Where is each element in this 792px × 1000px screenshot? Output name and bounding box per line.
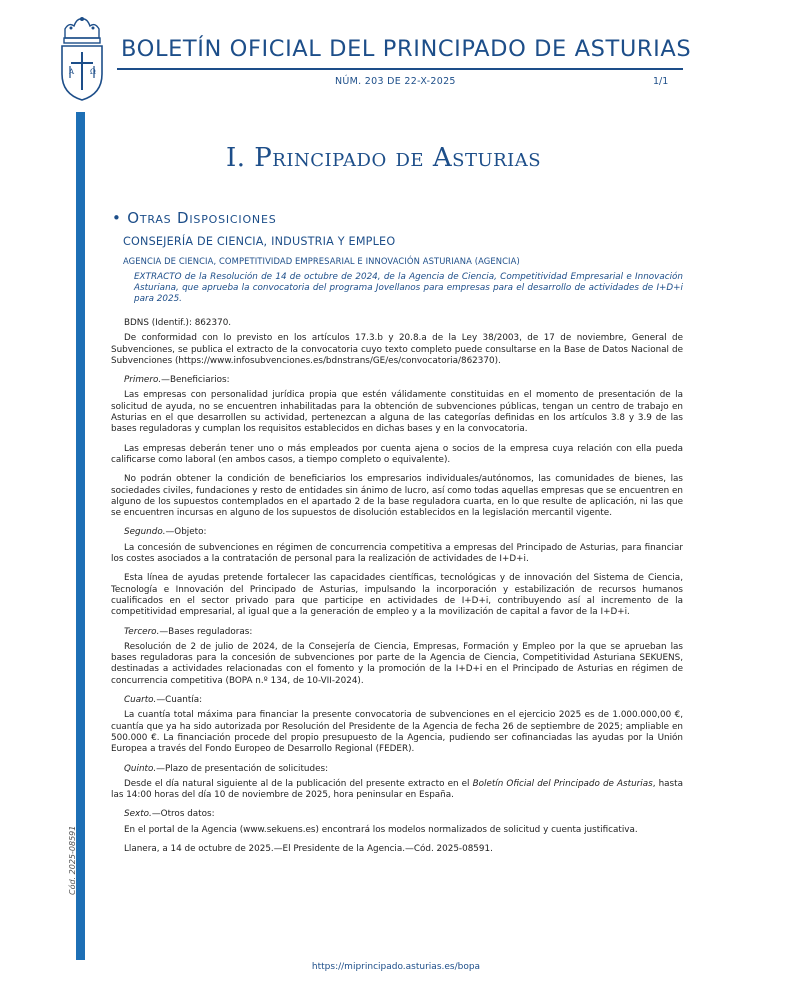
svg-text:Ω: Ω — [90, 68, 96, 76]
paragraph: No podrán obtener la condición de beneficiarios los empresarios individuales/autónomos, las comunidades de bienes, las sociedades civiles, fundaciones y resto de entidades sin ánimo de lucro, así como todas aquellas empresas que se encuentren en alguno de los supuestos contemplados en el apartado 2 de la base reguladora cuarta, en lo que resulte de aplicación, ni las que se encuentren incursas en alguno de los supuestos de disolución establecidos en la legislación mercantil vigente. — [111, 474, 683, 519]
side-bar — [76, 112, 85, 960]
paragraph: Resolución de 2 de julio de 2024, de la Consejería de Ciencia, Empresas, Formación y Empleo por la que se aprueban las bases reguladoras para la concesión de subvenciones por parte de la Agencia de Ciencia, Competitividad Asturiana SEKUENS, destinadas a actividades relacionadas con el fomento y la promoción de la I+D+i en el Principado de Asturias en régimen de concurrencia competitiva (BOPA n.º 134, de 10-VII-2024). — [111, 641, 683, 686]
signature-line: Llanera, a 14 de octubre de 2025.—El Presidente de la Agencia.—Cód. 2025-08591. — [124, 843, 493, 854]
issue-number: NÚM. 203 DE 22-X-2025 — [335, 76, 456, 87]
section-heading-plazo: Quinto.—Plazo de presentación de solicitudes: — [124, 763, 329, 774]
paragraph: Desde el día natural siguiente al de la publicación del presente extracto en el Boletín Oficial del Principado de Asturias, hasta las 14:00 horas del día 10 de noviembre de 2025, hora peninsular en España. — [111, 778, 683, 801]
paragraph: Esta línea de ayudas pretende fortalecer las capacidades científicas, tecnológicas y de innovación del Sistema de Ciencia, Tecnología e Innovación del Principado de Asturias, impulsando la incorporación y estabilización de recursos humanos cualificados en el sector privado para que participe en actividades de I+D+i, contribuyendo así al incremento de la competitividad empresarial, al igual que a la generación de empleo y a la movilización de capital a favor de la I+D+i. — [111, 573, 683, 618]
svg-text:A: A — [69, 68, 75, 76]
subsection-title-text: Otras Disposiciones — [127, 209, 277, 227]
header-divider — [117, 68, 683, 70]
paragraph: En el portal de la Agencia (www.sekuens.es) encontrará los modelos normalizados de solicitud y cuenta justificativa. — [124, 824, 638, 835]
document-body — [111, 318, 683, 863]
consejeria-name: CONSEJERÍA DE CIENCIA, INDUSTRIA Y EMPLEO — [123, 235, 396, 248]
footer-link[interactable]: https://miprincipado.asturias.es/bopa — [311, 962, 481, 972]
section-heading-beneficiarios: Primero.—Beneficiarios: — [124, 375, 230, 386]
paragraph: La concesión de subvenciones en régimen de concurrencia competitiva a empresas del Principado de Asturias, para financiar los costes asociados a la contratación de personal para la realización de actividades de I+D+i. — [111, 542, 683, 565]
extract-summary: EXTRACTO de la Resolución de 14 de octubre de 2024, de la Agencia de Ciencia, Competitividad Empresarial e Innovación Asturiana, que aprueba la convocatoria del programa Jovellanos para empresas para el desarrollo de actividades de I+D+i para 2025. — [134, 272, 683, 305]
section-heading-objeto: Segundo.—Objeto: — [124, 527, 207, 538]
bdns-id: BDNS (Identif.): 862370. — [124, 318, 232, 328]
paragraph: Las empresas deberán tener uno o más empleados por cuenta ajena o socios de la empresa cuya relación con ella pueda calificarse como laboral (en ambos casos, a tiempo completo o equivalente). — [111, 443, 683, 465]
section-title: I. Principado de Asturias — [226, 143, 542, 173]
intro-paragraph: De conformidad con lo previsto en los artículos 17.3.b y 20.8.a de la Ley 38/2003, de 17 de noviembre, General de Subvenciones, se publica el extracto de la convocatoria cuyo texto completo puede consultarse en la Base de Datos Nacional de Subvenciones (https://www.infosubvenciones.es/bdnstrans/GE/es/convocatoria/862370). — [111, 333, 683, 366]
subsection-title — [112, 209, 276, 227]
bulletin-title: BOLETÍN OFICIAL DEL PRINCIPADO DE ASTURIAS — [121, 36, 692, 62]
bulletin-name-italic: Boletín Oficial del Principado de Asturias — [472, 778, 653, 789]
paragraph: La cuantía total máxima para financiar la presente convocatoria de subvenciones en el ejercicio 2025 es de 1.000.000,00 €, cuantía que ya ha sido autorizada por Resolución del Presidente de la Agencia de fecha 26 de septiembre de 2025; ampliable en 500.000 €. La financiación procede del propio presupuesto de la Agencia, pudiendo ser cofinanciadas las ayudas por la Unión Europea a través del Fondo Europeo de Desarrollo Regional (FEDER). — [111, 710, 683, 755]
agencia-name: AGENCIA DE CIENCIA, COMPETITIVIDAD EMPRESARIAL E INNOVACIÓN ASTURIANA (AGENCIA) — [123, 256, 520, 266]
document-code-vertical: Cód. 2025-08591 — [68, 825, 77, 895]
bullet-icon: • — [112, 209, 122, 227]
section-heading-bases: Tercero.—Bases reguladoras: — [124, 626, 253, 637]
paragraph: Las empresas con personalidad jurídica propia que estén válidamente constituidas en el momento de presentación de la solicitud de ayuda, no se encuentren inhabilitadas para la obtención de subvenciones públicas, tengan un centro de trabajo en Asturias en el que desarrollen su actividad, pertenezcan a alguna de las categorías definidas en los artículos 3.8 y 3.9 de las bases reguladoras y cumplan los requisitos establecidos en dichas bases y en la convocatoria. — [111, 390, 683, 435]
asturias-coat-of-arms-icon — [57, 16, 107, 102]
page-number: 1/1 — [653, 76, 669, 87]
section-heading-otros: Sexto.—Otros datos: — [124, 809, 215, 820]
section-heading-cuantia: Cuarto.—Cuantía: — [124, 695, 203, 706]
